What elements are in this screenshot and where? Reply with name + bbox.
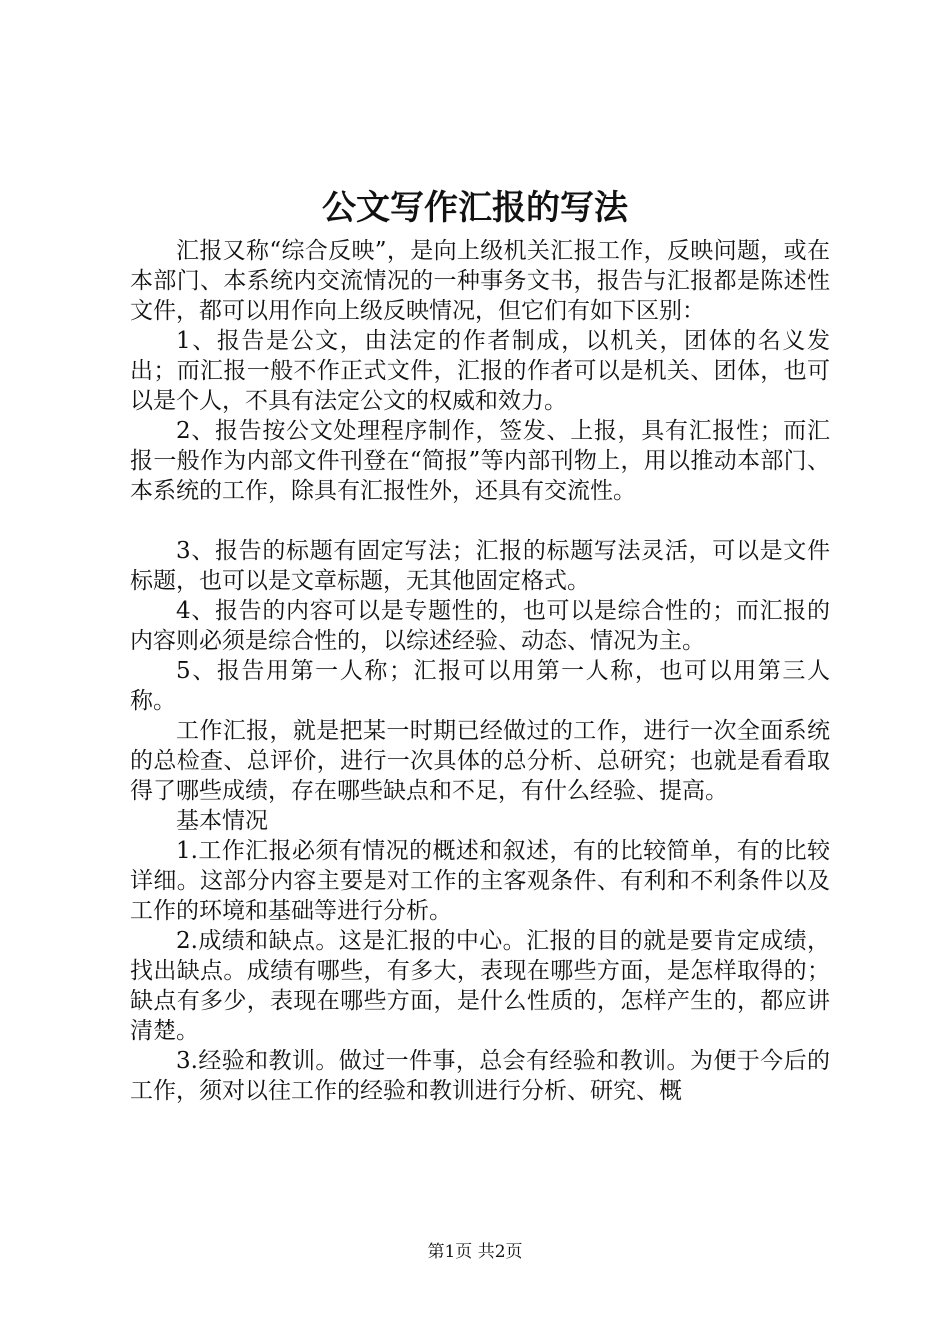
section-heading-basic: 基本情况 — [176, 808, 268, 834]
paragraph-item-1: 1、报告是公文，由法定的作者制成，以机关，团体的名义发出；而汇报一般不作正式文件，汇报的作者可以是机关、团体，也可以是个人，不具有法定公文的权威和效力。 — [130, 328, 830, 414]
document-title: 公文写作汇报的写法 — [322, 188, 628, 228]
paragraph-item-3: 3、报告的标题有固定写法；汇报的标题写法灵活，可以是文件标题，也可以是文章标题，无其他固定格式。 — [130, 538, 830, 594]
document-body — [130, 236, 830, 1106]
paragraph-basic-3: 3.经验和教训。做过一件事，总会有经验和教训。为便于今后的工作，须对以往工作的经验和教训进行分析、研究、概 — [130, 1048, 830, 1104]
paragraph-work-report: 工作汇报，就是把某一时期已经做过的工作，进行一次全面系统的总检查、总评价，进行一次具体的总分析、总研究；也就是看看取得了哪些成绩，存在哪些缺点和不足，有什么经验、提高。 — [130, 718, 830, 804]
paragraph-basic-1: 1.工作汇报必须有情况的概述和叙述，有的比较简单，有的比较详细。这部分内容主要是对工作的主客观条件、有利和不利条件以及工作的环境和基础等进行分析。 — [130, 838, 830, 924]
paragraph-item-5: 5、报告用第一人称；汇报可以用第一人称，也可以用第三人称。 — [130, 658, 830, 714]
paragraph-item-4: 4、报告的内容可以是专题性的，也可以是综合性的；而汇报的内容则必须是综合性的，以综述经验、动态、情况为主。 — [130, 598, 830, 654]
paragraph-intro: 汇报又称“综合反映”，是向上级机关汇报工作，反映问题，或在本部门、本系统内交流情况的一种事务文书，报告与汇报都是陈述性文件，都可以用作向上级反映情况，但它们有如下区别： — [130, 238, 830, 324]
paragraph-basic-2: 2.成绩和缺点。这是汇报的中心。汇报的目的就是要肯定成绩，找出缺点。成绩有哪些，有多大，表现在哪些方面，是怎样取得的；缺点有多少，表现在哪些方面，是什么性质的，怎样产生的，都应讲清楚。 — [130, 928, 830, 1044]
paragraph-item-2: 2、报告按公文处理程序制作，签发、上报，具有汇报性；而汇报一般作为内部文件刊登在“简报”等内部刊物上，用以推动本部门、本系统的工作，除具有汇报性外，还具有交流性。 — [130, 418, 830, 504]
page-footer: 第1页 共2页 — [427, 1242, 523, 1262]
